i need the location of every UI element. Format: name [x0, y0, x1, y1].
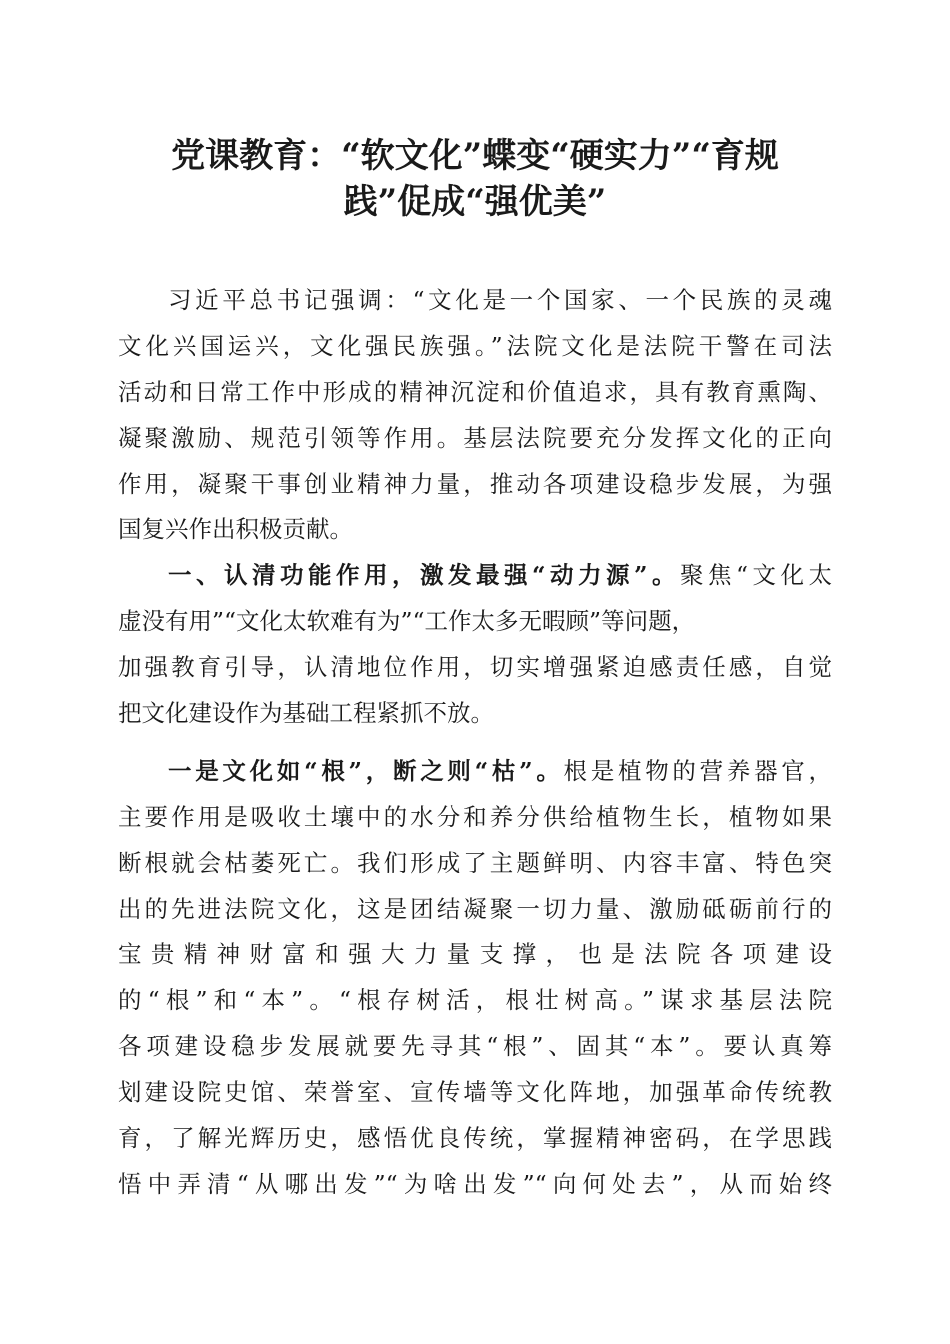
paragraph-section-one	[118, 553, 832, 737]
title-line-2: 践”促成“强优美”	[343, 182, 607, 222]
text-line: 出的先进法院文化，这是团结凝聚一切力量、激励砥砺前行的	[118, 894, 832, 923]
text-line: 把文化建设作为基础工程紧抓不放。	[118, 699, 494, 728]
text-line: 育，了解光辉历史，感悟优良传统，掌握精神密码，在学思践	[118, 1124, 832, 1153]
document-body	[118, 278, 832, 1208]
document-title	[110, 133, 840, 225]
text-line: 断根就会枯萎死亡。我们形成了主题鲜明、内容丰富、特色突	[118, 848, 832, 877]
text-line	[118, 553, 832, 599]
paragraph-point-one	[118, 749, 832, 1208]
text-line: 主要作用是吸收土壤中的水分和养分供给植物生长，植物如果	[118, 802, 832, 831]
text-line: 文化兴国运兴，文化强民族强。”法院文化是法院干警在司法	[118, 331, 832, 360]
text-run: 聚焦“文化太	[679, 561, 832, 590]
text-line: 宝贵精神财富和强大力量支撑，也是法院各项建设	[118, 940, 832, 969]
text-line: 虚没有用”“文化太软难有为”“工作太多无暇顾”等问题，	[118, 607, 696, 636]
text-line: 悟中弄清“从哪出发”“为啥出发”“向何处去”，从而始终	[118, 1169, 832, 1198]
text-line: 活动和日常工作中形成的精神沉淀和价值追求，具有教育熏陶、	[118, 377, 832, 406]
text-line: 划建设院史馆、荣誉室、宣传墙等文化阵地，加强革命传统教	[118, 1078, 832, 1107]
text-line: 各项建设稳步发展就要先寻其“根”、固其“本”。要认真筹	[118, 1032, 832, 1061]
text-line: 的“根”和“本”。“根存树活，根壮树高。”谋求基层法院	[118, 986, 832, 1015]
text-run: 根是植物的营养器官，	[563, 756, 832, 785]
point-heading: 一是文化如“根”，断之则“枯”。	[168, 756, 564, 785]
text-line: 国复兴作出积极贡献。	[118, 515, 353, 544]
paragraph-spacer	[118, 737, 832, 749]
text-line: 凝聚激励、规范引领等作用。基层法院要充分发挥文化的正向	[118, 423, 832, 452]
text-line: 加强教育引导，认清地位作用，切实增强紧迫感责任感，自觉	[118, 653, 832, 682]
paragraph-intro	[118, 278, 832, 553]
text-line: 作用，凝聚干事创业精神力量，推动各项建设稳步发展，为强	[118, 469, 832, 498]
title-line-1: 党课教育：“软文化”蝶变“硬实力”“育规	[171, 136, 779, 176]
text-line: 习近平总书记强调：“文化是一个国家、一个民族的灵魂	[168, 286, 832, 314]
text-line	[118, 749, 832, 795]
section-heading: 一、认清功能作用，激发最强“动力源”。	[168, 561, 680, 590]
